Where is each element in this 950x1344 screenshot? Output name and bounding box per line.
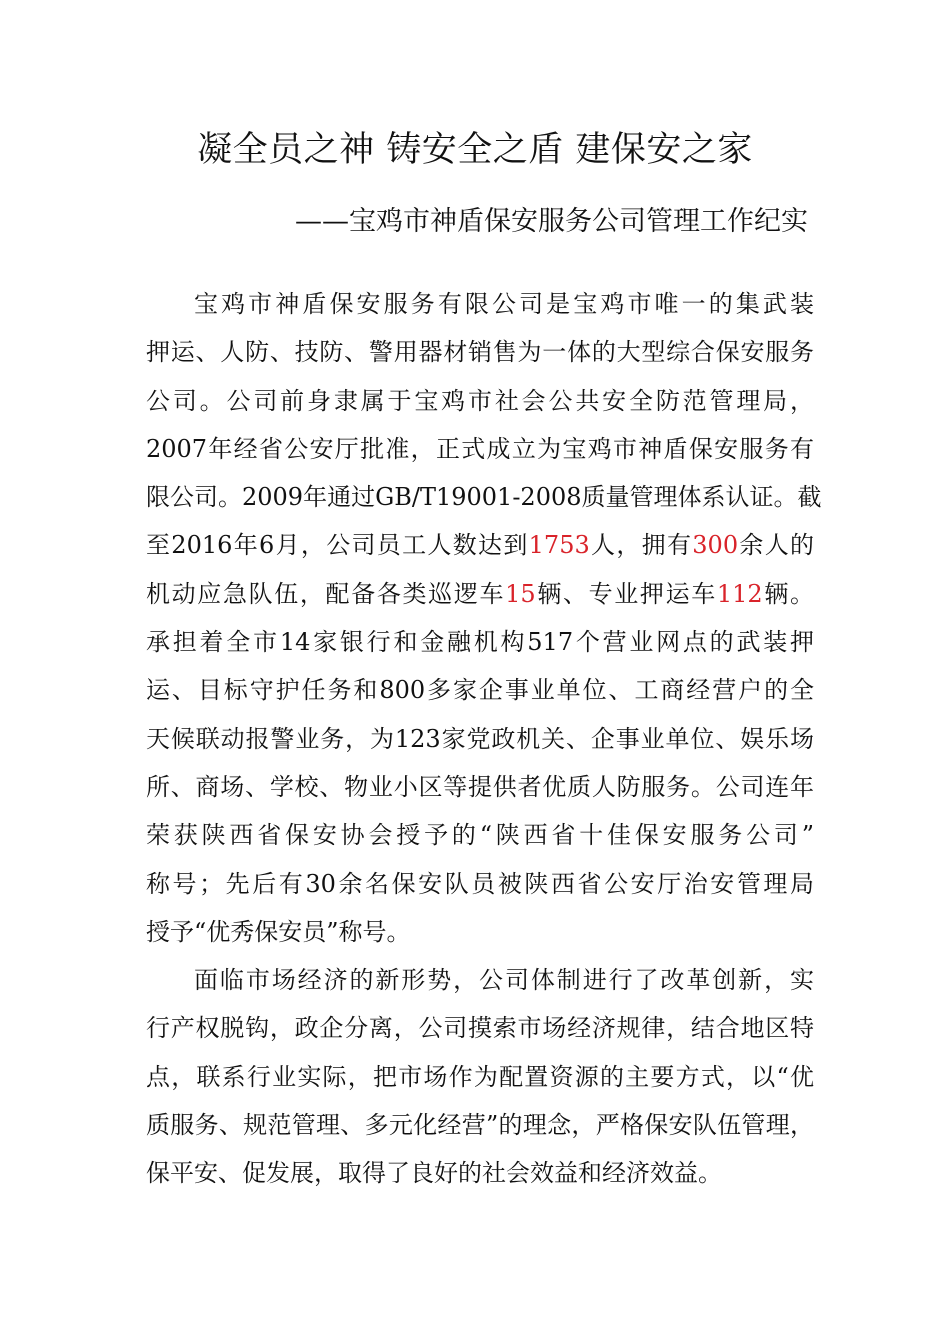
text-line: 2007年经省公安厅批准，正式成立为宝鸡市神盾保安服务有 [146, 434, 814, 463]
text-line: 宝鸡市神盾保安服务有限公司是宝鸡市唯一的集武装 [194, 290, 814, 318]
text-line: 称号；先后有30余名保安队员被陕西省公安厅治安管理局 [146, 869, 814, 898]
text-line: 保平安、促发展，取得了良好的社会效益和经济效益。 [146, 1159, 722, 1188]
highlight-escort-vehicles: 112 [716, 579, 763, 608]
text-line: 至2016年6月，公司员工人数达到1753人，拥有300余人的 [146, 531, 815, 560]
text-line: 授予“优秀保安员”称号。 [146, 917, 411, 946]
document-subtitle: ——宝鸡市神盾保安服务公司管理工作纪实 [295, 206, 808, 237]
text-line: 机动应急队伍，配备各类巡逻车15辆、专业押运车112辆。 [146, 579, 815, 608]
text-line: 押运、人防、技防、警用器材销售为一体的大型综合保安服务 [146, 338, 814, 367]
text-line: 荣获陕西省保安协会授予的“陕西省十佳保安服务公司” [146, 821, 814, 850]
document-title: 凝全员之神 铸安全之盾 建保安之家 [197, 130, 753, 170]
text-line: 天候联动报警业务，为123家党政机关、企事业单位、娱乐场 [146, 724, 814, 753]
highlight-patrol-cars: 15 [505, 579, 536, 608]
paragraph-reform [146, 956, 814, 1197]
highlight-staff-count: 1753 [528, 531, 590, 560]
text-line: 所、商场、学校、物业小区等提供者优质人防服务。公司连年 [146, 772, 814, 801]
text-line: 点，联系行业实际，把市场作为配置资源的主要方式，以“优 [146, 1062, 814, 1091]
text-line: 运、目标守护任务和800多家企事业单位、工商经营户的全 [146, 676, 814, 705]
text-line: 面临市场经济的新形势，公司体制进行了改革创新，实 [194, 966, 814, 995]
text-line: 限公司。2009年通过GB/T19001-2008质量管理体系认证。截 [146, 483, 822, 512]
highlight-emergency-team: 300 [692, 531, 739, 560]
document-body [146, 280, 822, 1198]
text-line: 行产权脱钩，政企分离，公司摸索市场经济规律，结合地区特 [146, 1014, 814, 1043]
text-line: 承担着全市14家银行和金融机构517个营业网点的武装押 [146, 628, 814, 657]
paragraph-company-intro [146, 280, 822, 956]
text-line: 公司。公司前身隶属于宝鸡市社会公共安全防范管理局， [146, 386, 814, 415]
text-line: 质服务、规范管理、多元化经营”的理念，严格保安队伍管理， [146, 1111, 814, 1140]
